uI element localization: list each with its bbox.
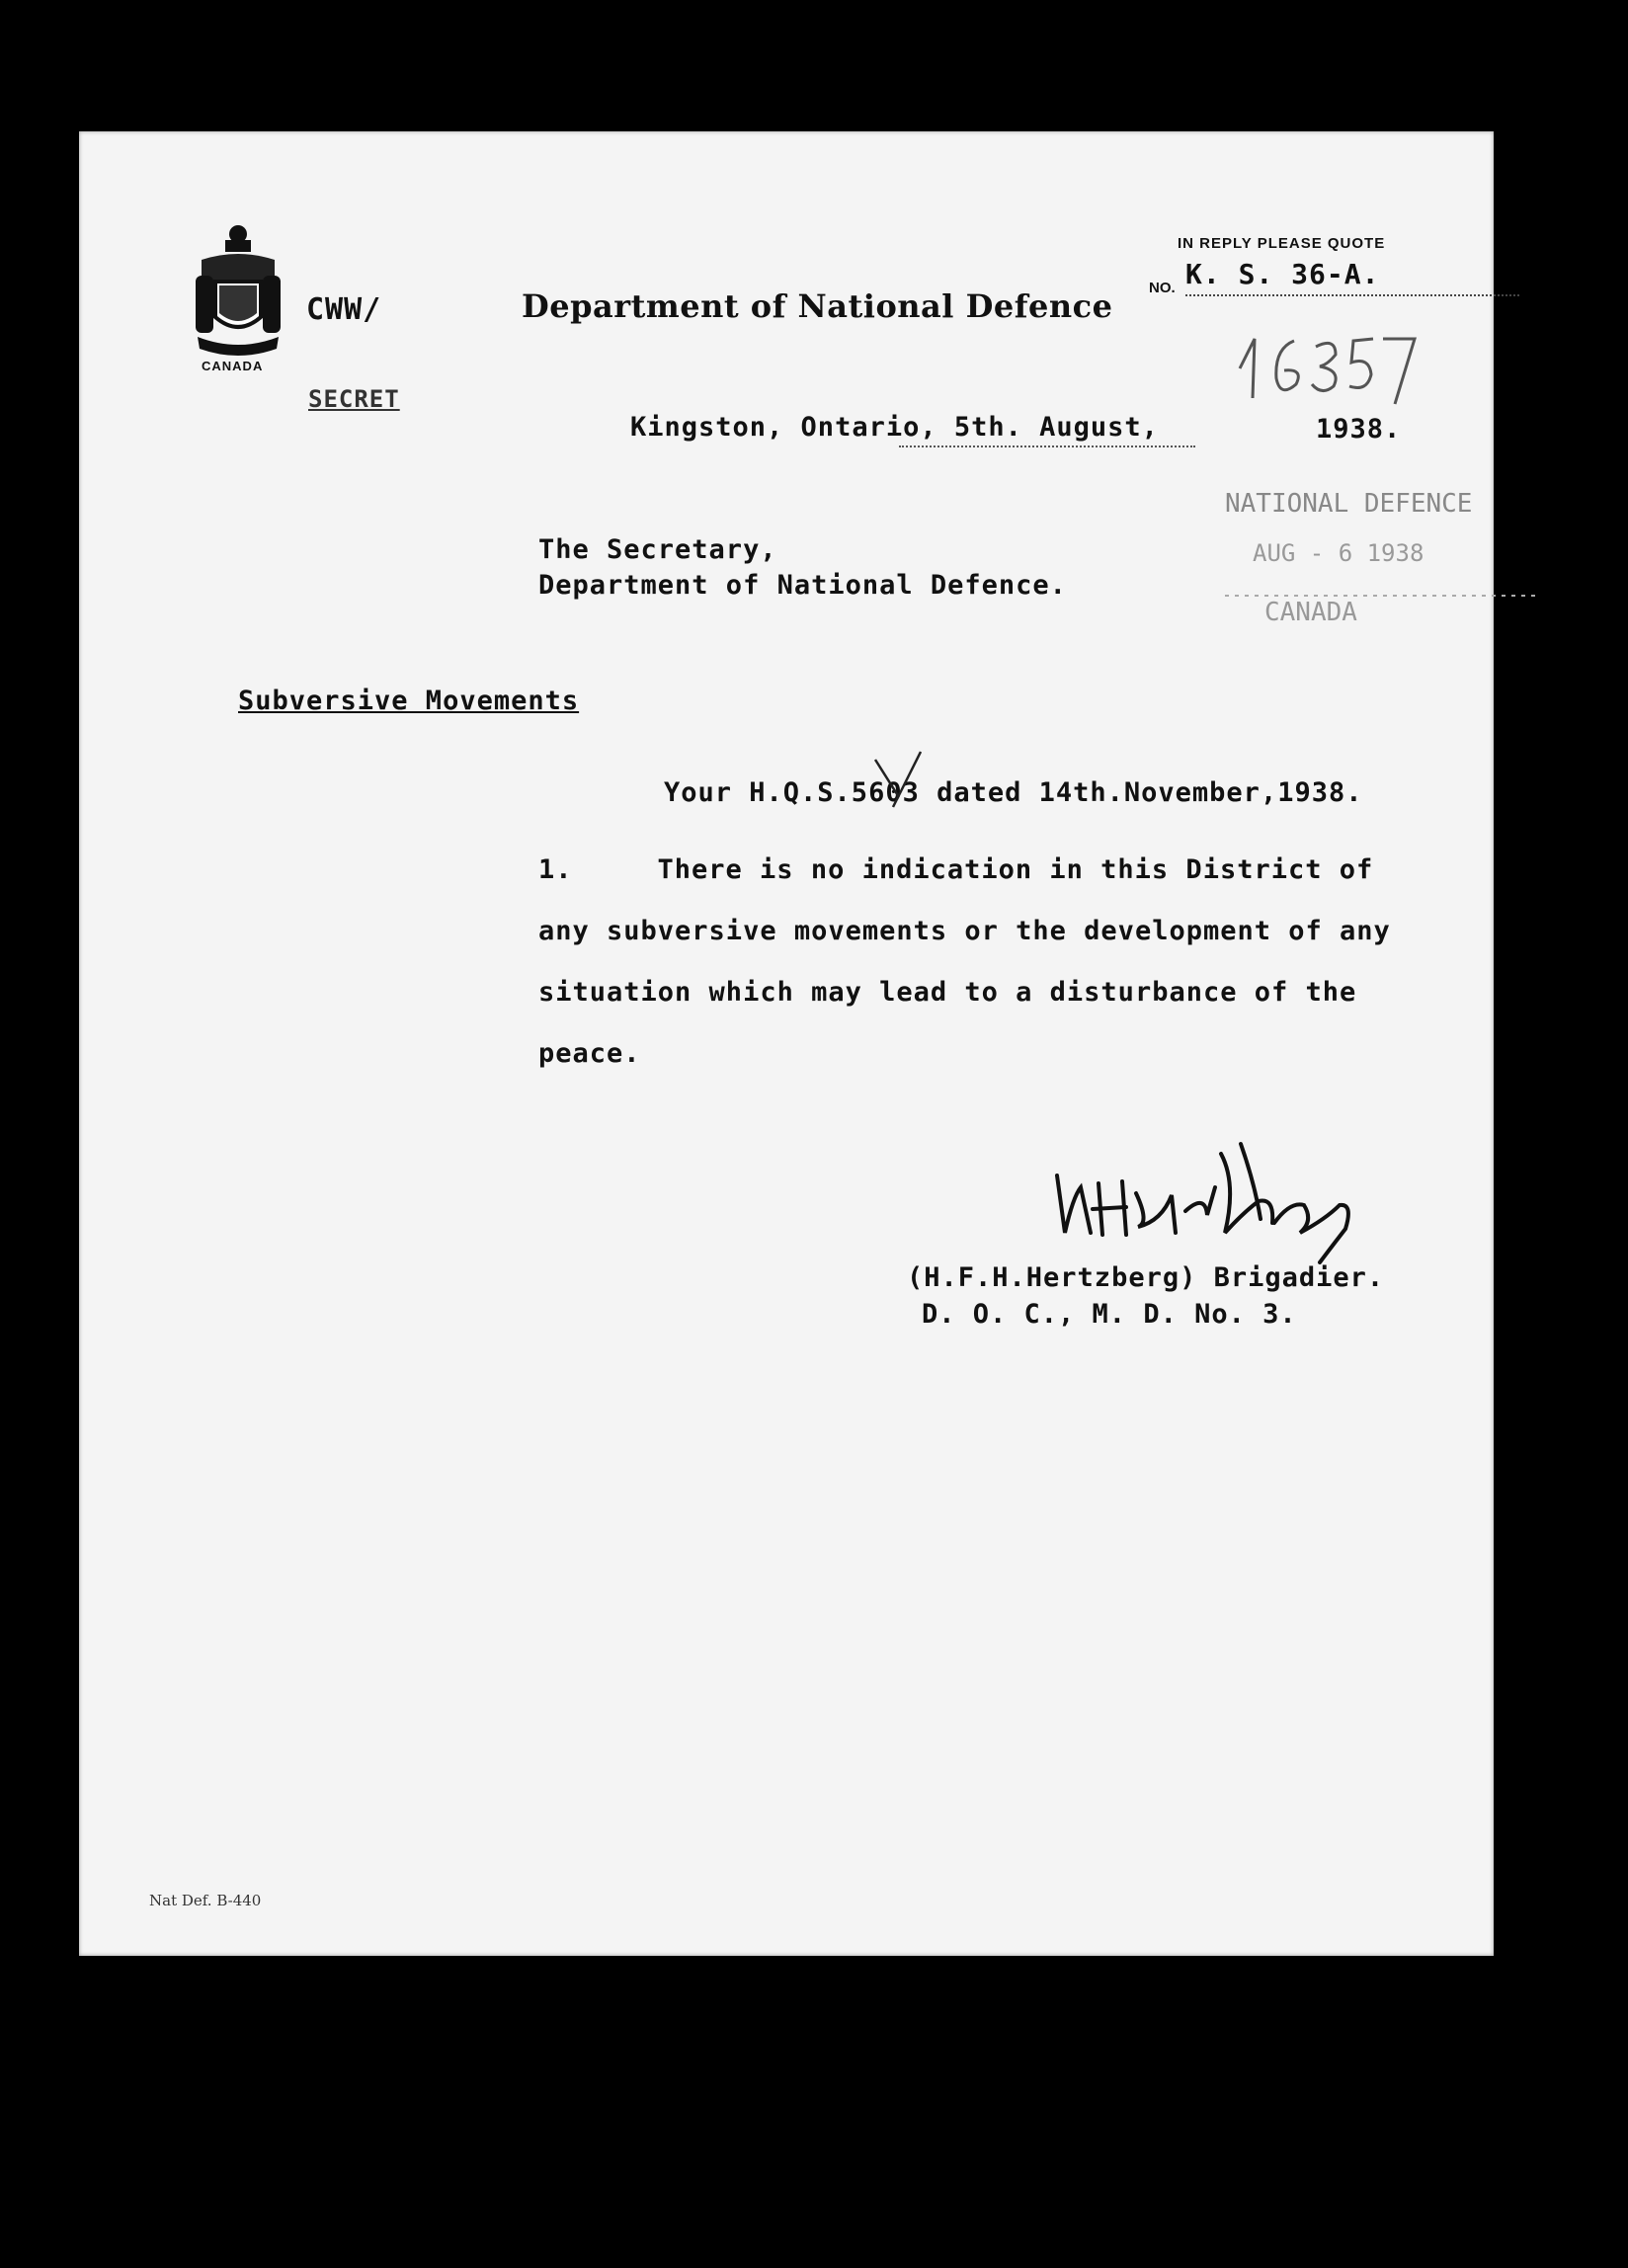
department-heading: Department of National Defence <box>522 287 1113 325</box>
stamp-line-1: NATIONAL DEFENCE <box>1225 489 1473 519</box>
paragraph-1-line-3: situation which may lead to a disturbance of the <box>538 977 1357 1008</box>
handwritten-correction-mark <box>869 750 929 809</box>
letter-year: 1938. <box>1316 414 1402 445</box>
file-number-dotted-line <box>1185 294 1519 296</box>
reply-quote-label: IN REPLY PLEASE QUOTE <box>1178 235 1386 252</box>
place-and-date: Kingston, Ontario, 5th. August, <box>630 412 1159 443</box>
country-label: CANADA <box>202 359 264 373</box>
letter-page <box>79 131 1494 1956</box>
signature-block <box>907 1259 1384 1333</box>
stamp-line-2: AUG - 6 1938 <box>1253 539 1424 567</box>
coat-of-arms-icon <box>190 220 286 368</box>
recipient-line-1: The Secretary, <box>538 534 777 565</box>
paragraph-1-line-2: any subversive movements or the development of any <box>538 916 1391 946</box>
date-dotted-line <box>899 446 1195 447</box>
signer-title: D. O. C., M. D. No. 3. <box>922 1299 1297 1330</box>
recipient-address <box>538 532 1067 604</box>
paragraph-1-line-4: peace. <box>538 1038 641 1069</box>
handwritten-file-number <box>1225 319 1423 408</box>
paragraph-number: 1. <box>538 854 573 885</box>
signer-name: (H.F.H.Hertzberg) Brigadier. <box>907 1262 1385 1293</box>
handwritten-signature <box>978 1124 1452 1272</box>
classification-mark: SECRET <box>308 385 400 413</box>
paragraph-1 <box>538 840 1391 1085</box>
typist-initials: CWW/ <box>306 292 382 327</box>
received-stamp <box>1225 472 1541 640</box>
subject-heading: Subversive Movements <box>238 686 580 716</box>
recipient-line-2: Department of National Defence. <box>538 570 1067 601</box>
stamp-line-3: CANADA <box>1264 598 1357 627</box>
reference-line: Your H.Q.S.5603 dated 14th.November,1938. <box>664 777 1363 808</box>
file-number: K. S. 36-A. <box>1185 258 1380 290</box>
form-number: Nat Def. B-440 <box>149 1892 262 1909</box>
file-no-label: NO. <box>1149 280 1176 296</box>
paragraph-1-line-1: 1. There is no indication in this District of <box>538 854 1374 885</box>
